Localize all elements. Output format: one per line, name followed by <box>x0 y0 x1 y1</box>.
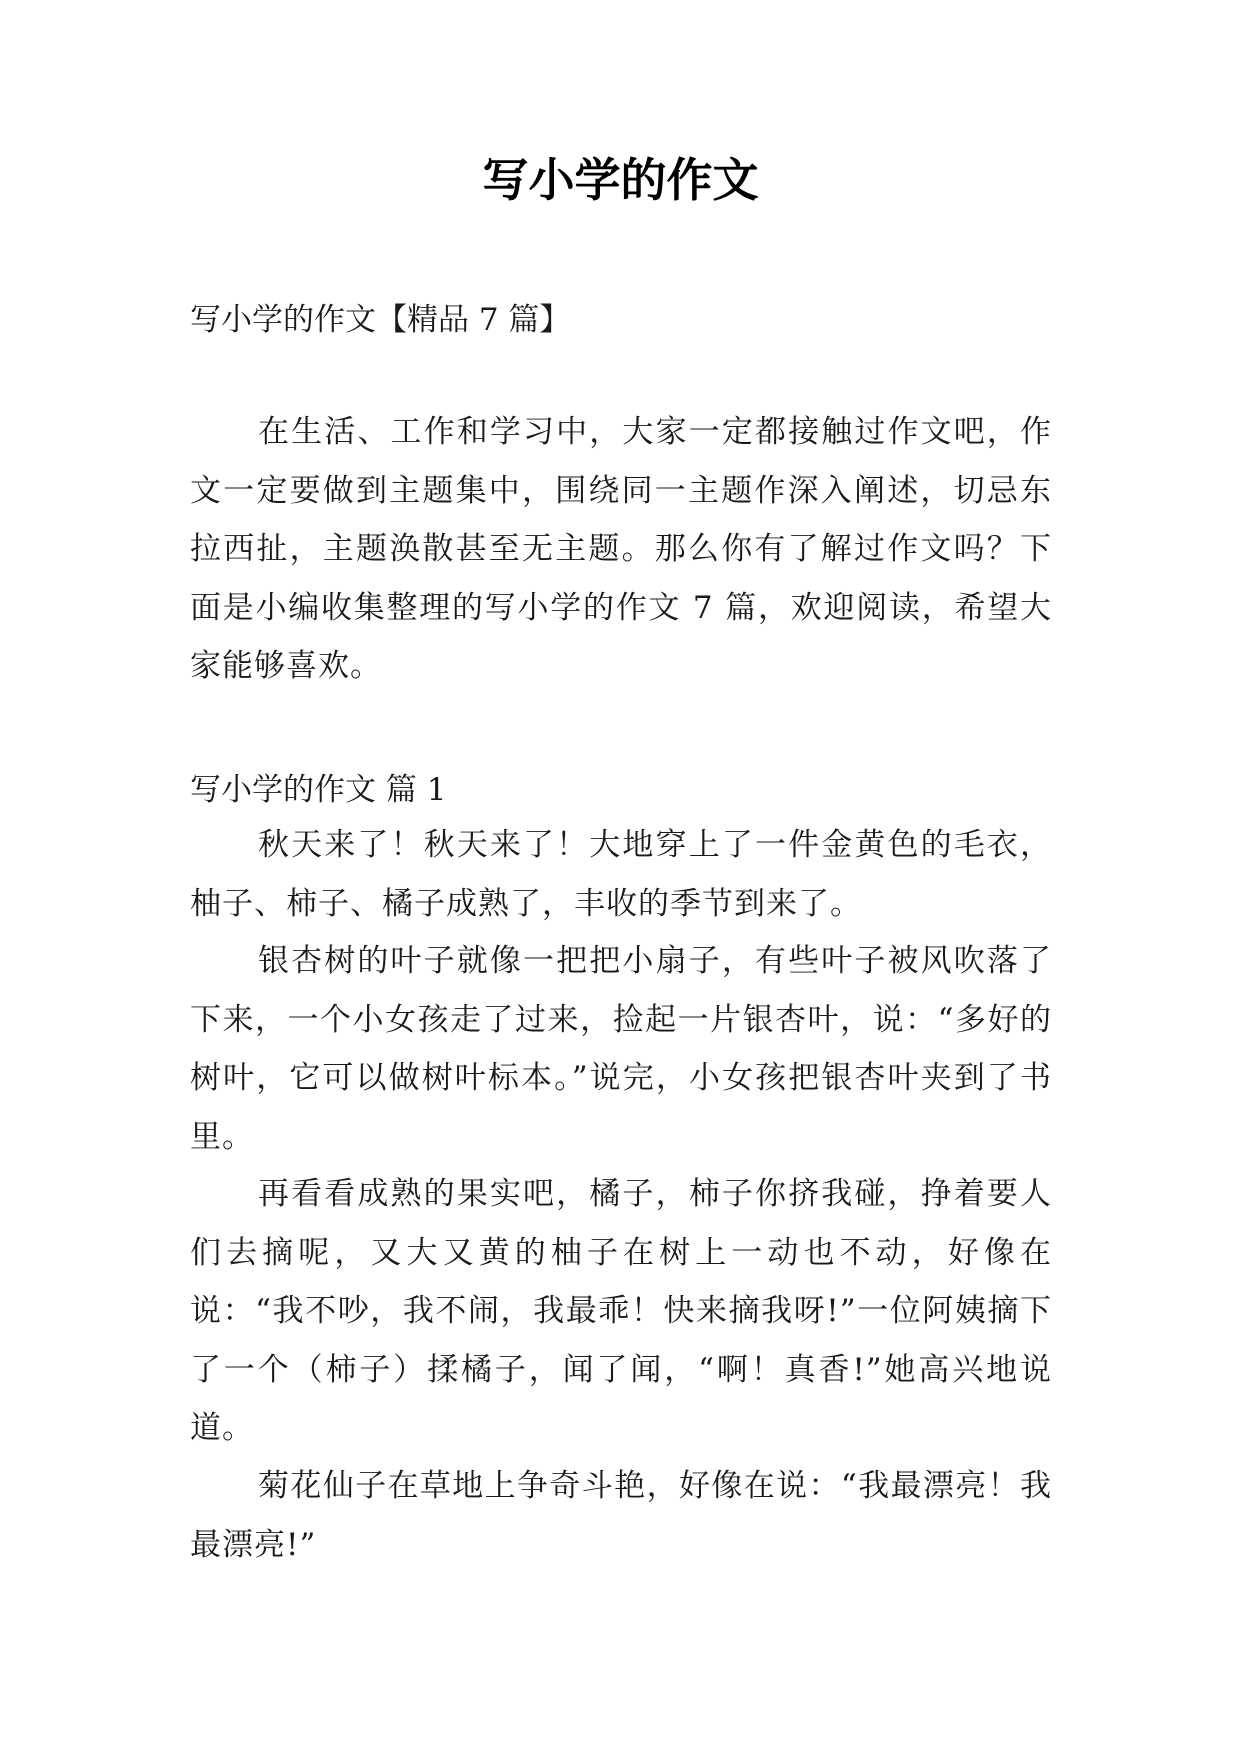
section-1-paragraph-4: 菊花仙子在草地上争奇斗艳，好像在说：“我最漂亮！我最漂亮!” <box>190 1468 1052 1563</box>
document-title: 写小学的作文 <box>482 153 759 207</box>
section-1-paragraph-2: 银杏树的叶子就像一把把小扇子，有些叶子被风吹落了下来，一个小女孩走了过来，捡起一片银杏叶，说：“多好的树叶，它可以做树叶标本。”说完，小女孩把银杏叶夹到了书里。 <box>190 943 1052 1155</box>
section-1-paragraph-1: 秋天来了！秋天来了！大地穿上了一件金黄色的毛衣，柚子、柿子、橘子成熟了，丰收的季节到来了。 <box>190 827 1052 922</box>
document-subtitle: 写小学的作文【精品 7 篇】 <box>190 302 571 338</box>
section-1-paragraph-3: 再看看成熟的果实吧，橘子，柿子你挤我碰，挣着要人们去摘呢，又大又黄的柚子在树上一动也不动，好像在说：“我不吵，我不闹，我最乖！快来摘我呀!”一位阿姨摘下了一个（柿子）揉橘子，闻了闻，“啊！真香!”她高兴地说道。 <box>190 1176 1052 1446</box>
intro-paragraph: 在生活、工作和学习中，大家一定都接触过作文吧，作文一定要做到主题集中，围绕同一主题作深入阐述，切忌东拉西扯，主题涣散甚至无主题。那么你有了解过作文吗？下面是小编收集整理的写小学的作文 7 篇，欢迎阅读，希望大家能够喜欢。 <box>190 414 1052 684</box>
section-heading-1: 写小学的作文 篇 1 <box>190 772 447 808</box>
